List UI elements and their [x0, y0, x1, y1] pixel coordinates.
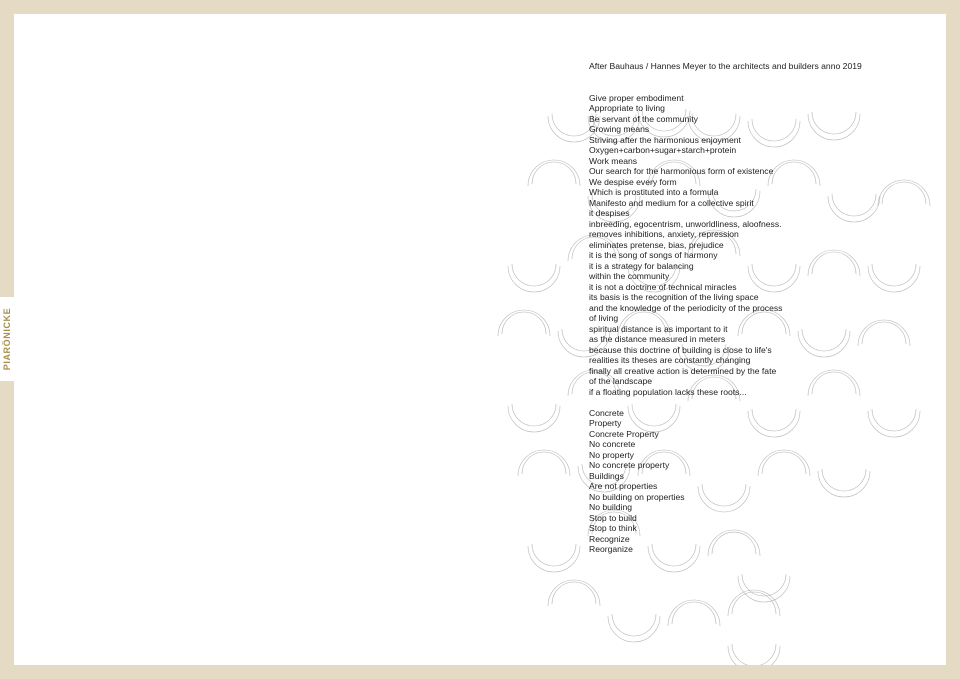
- poem-line: its basis is the recognition of the living space: [589, 292, 759, 302]
- poem-line: spiritual distance is as important to it: [589, 323, 728, 334]
- poem-line: No building on properties: [589, 491, 685, 502]
- crescent-arc: [508, 266, 560, 292]
- poem-line: Be servant of the community: [589, 113, 698, 124]
- poem-line: of living: [589, 313, 619, 323]
- brand-label-text: PIARÖNICKE: [2, 307, 12, 371]
- brand-label: [0, 297, 14, 381]
- poem-line: Striving after the harmonious enjoyment: [589, 134, 741, 145]
- crescent-arc: [668, 600, 720, 626]
- poem-line: Stop to think: [589, 523, 637, 533]
- poem-line: Stop to build: [589, 512, 637, 523]
- crescent-arc: [528, 160, 580, 186]
- poem-line: if a floating population lacks these roots...: [589, 386, 747, 397]
- poem-line: Reorganize: [589, 544, 633, 554]
- crescent-arc: [732, 644, 776, 665]
- poem-line: realities its theses are constantly changing: [589, 355, 751, 365]
- poem-line: of the landscape: [589, 376, 653, 386]
- poem-line: No property: [589, 449, 634, 460]
- poem-line: within the community: [589, 271, 670, 281]
- poem-line: No building: [589, 502, 632, 512]
- poem-line: Work means: [589, 155, 638, 166]
- poem-line: Buildings: [589, 470, 624, 481]
- poem-line: it is not a doctrine of technical miracles: [589, 281, 737, 292]
- crescent-arc: [548, 580, 600, 606]
- poem-line: Manifesto and medium for a collective spirit: [589, 197, 754, 208]
- crescent-arc: [518, 450, 570, 476]
- crescent-arc: [738, 576, 790, 602]
- poem-line: Are not properties: [589, 481, 658, 491]
- poem-line: We despise every form: [589, 176, 677, 187]
- poem-stanza-2: [589, 408, 929, 555]
- poem-line: inbreeding, egocentrism, unworldliness, aloofness.: [589, 218, 782, 229]
- poem-line: Growing means: [589, 124, 650, 134]
- poem-line: eliminates pretense, bias, prejudice: [589, 239, 724, 250]
- poem-line: Property: [589, 418, 622, 428]
- crescent-arc: [532, 544, 576, 566]
- poem-line: Recognize: [589, 533, 630, 544]
- poem-text-block: [589, 61, 929, 555]
- poem-line: No concrete property: [589, 460, 670, 470]
- poem-line: it is the song of songs of harmony: [589, 250, 718, 260]
- crescent-arc: [728, 646, 780, 665]
- poem-line: it despises: [589, 208, 630, 218]
- poem-line: Our search for the harmonious form of existence: [589, 166, 774, 176]
- crescent-arc: [512, 264, 556, 286]
- poem-line: it is a strategy for balancing: [589, 260, 694, 271]
- poem-title: After Bauhaus / Hannes Meyer to the architects and builders anno 2019: [589, 61, 862, 71]
- stanza-gap: [589, 397, 929, 408]
- poem-line: No concrete: [589, 439, 636, 449]
- crescent-arc: [498, 310, 550, 336]
- document-page: [14, 14, 946, 665]
- poem-line: removes inhibitions, anxiety, repression: [589, 229, 739, 239]
- poem-line: Appropriate to living: [589, 103, 665, 113]
- poem-line: and the knowledge of the periodicity of the process: [589, 302, 783, 313]
- crescent-arc: [528, 546, 580, 572]
- crescent-arc: [608, 616, 660, 642]
- poem-line: as the distance measured in meters: [589, 334, 726, 344]
- crescent-arc: [508, 406, 560, 432]
- poem-stanza-1: [589, 93, 929, 398]
- poem-line: Concrete: [589, 407, 624, 418]
- poem-line: Oxygen+carbon+sugar+starch+protein: [589, 145, 737, 155]
- poem-line: Concrete Property: [589, 428, 659, 439]
- poem-line: finally all creative action is determined by the fate: [589, 365, 777, 376]
- poem-line: Which is prostituted into a formula: [589, 187, 719, 197]
- poem-line: Give proper embodiment: [589, 92, 684, 103]
- poem-line: because this doctrine of building is close to life's: [589, 344, 772, 355]
- crescent-arc: [512, 404, 556, 426]
- crescent-arc: [612, 614, 656, 636]
